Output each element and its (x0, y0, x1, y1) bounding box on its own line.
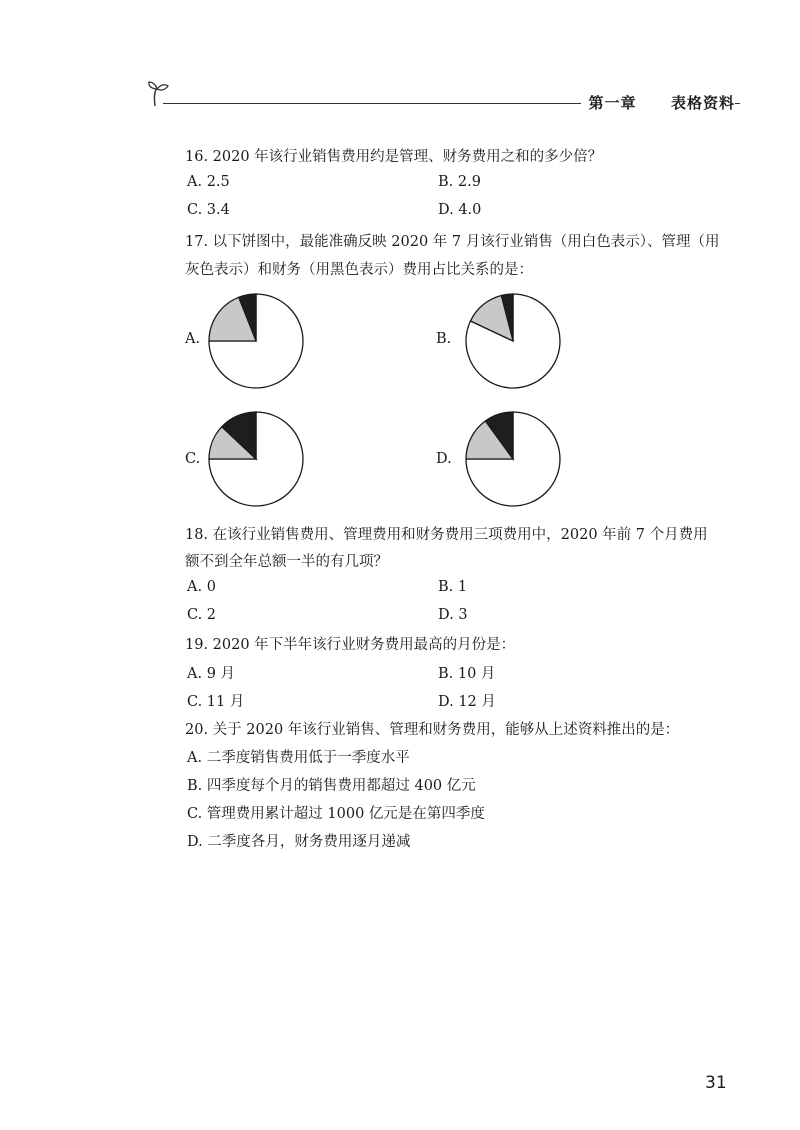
q19-option-c[interactable]: C. 11 月 (187, 694, 245, 710)
q18-option-a[interactable]: A. 0 (187, 579, 216, 595)
q20-option-c[interactable]: C. 管理费用累计超过 1000 亿元是在第四季度 (187, 806, 485, 822)
header-title (581, 92, 736, 113)
q19-option-d[interactable]: D. 12 月 (438, 694, 496, 710)
pie-chart-option-c[interactable] (206, 409, 306, 509)
question-16-stem: 16. 2020 年该行业销售费用约是管理、财务费用之和的多少倍？ (185, 149, 603, 165)
question-19-stem: 19. 2020 年下半年该行业财务费用最高的月份是： (185, 637, 516, 653)
pie-option-a-label[interactable]: A. (185, 331, 201, 347)
q18-option-c[interactable]: C. 2 (187, 607, 217, 623)
q19-option-a[interactable]: A. 9 月 (187, 666, 236, 682)
pie-chart-option-a[interactable] (206, 291, 306, 391)
question-18-stem-line2: 额不到全年总额一半的有几项？ (185, 554, 388, 570)
question-17-stem-line1: 17. 以下饼图中，最能准确反映 2020 年 7 月该行业销售（用白色表示）、管理（用 (185, 234, 720, 250)
q16-option-a[interactable]: A. 2.5 (187, 174, 230, 190)
q20-option-a[interactable]: A. 二季度销售费用低于一季度水平 (187, 750, 410, 766)
q20-option-d[interactable]: D. 二季度各月，财务费用逐月递减 (187, 834, 411, 850)
q16-option-d[interactable]: D. 4.0 (438, 202, 482, 218)
pie-chart-option-b[interactable] (463, 291, 563, 391)
question-17-stem-line2: 灰色表示）和财务（用黑色表示）费用占比关系的是： (185, 262, 533, 278)
q18-option-b[interactable]: B. 1 (438, 579, 468, 595)
page-number: 31 (705, 1073, 727, 1093)
pie-option-d-label[interactable]: D. (436, 451, 452, 467)
section-label: 表格资料 (670, 94, 735, 112)
q16-option-b[interactable]: B. 2.9 (438, 174, 481, 190)
question-20-stem: 20. 关于 2020 年该行业销售、管理和财务费用，能够从上述资料推出的是： (185, 722, 680, 738)
pie-chart-option-d[interactable] (463, 409, 563, 509)
pie-option-b-label[interactable]: B. (436, 331, 452, 347)
chapter-label: 第一章 (588, 94, 637, 112)
running-header (145, 80, 735, 120)
q19-option-b[interactable]: B. 10 月 (438, 666, 496, 682)
pie-option-c-label[interactable]: C. (185, 451, 201, 467)
q16-option-c[interactable]: C. 3.4 (187, 202, 230, 218)
q20-option-b[interactable]: B. 四季度每个月的销售费用都超过 400 亿元 (187, 778, 476, 794)
q18-option-d[interactable]: D. 3 (438, 607, 468, 623)
question-18-stem-line1: 18. 在该行业销售费用、管理费用和财务费用三项费用中，2020 年前 7 个月费用 (185, 527, 708, 543)
